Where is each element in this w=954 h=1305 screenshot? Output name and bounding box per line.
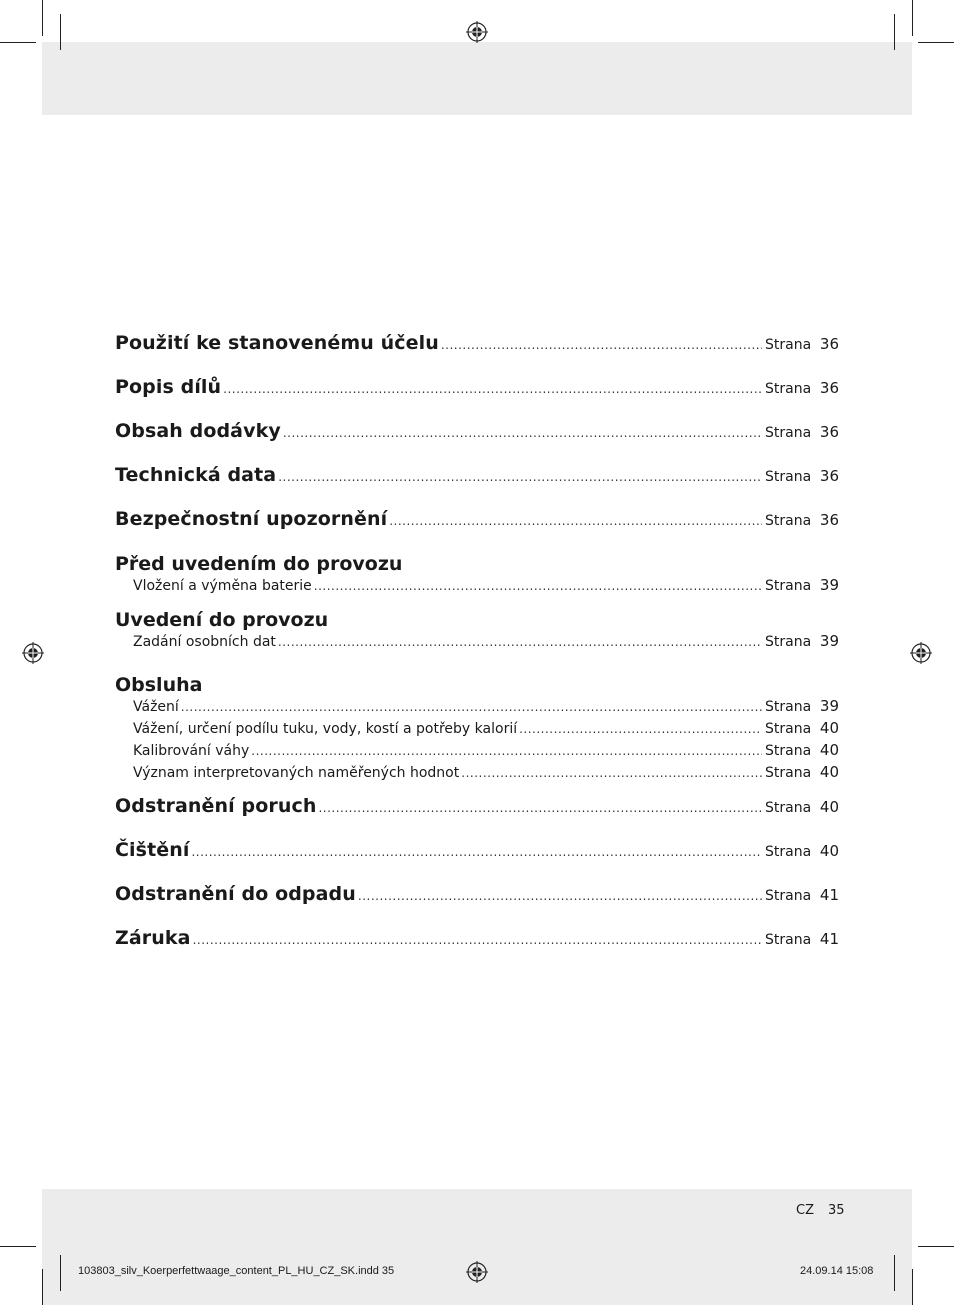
toc-page-label: Strana: [765, 743, 812, 759]
dot-leader: [191, 845, 762, 859]
toc-page-number: 40: [819, 763, 839, 781]
dot-leader: [181, 700, 762, 714]
dot-leader: [461, 766, 762, 780]
toc-page-number: 40: [819, 741, 839, 759]
toc-entry[interactable]: [115, 508, 839, 552]
toc-page-number: 36: [819, 467, 839, 485]
toc-section-heading: Uvedení do provozu: [115, 609, 329, 631]
toc-entry-title: Odstranění poruch: [115, 795, 317, 817]
toc-page-label: Strana: [765, 469, 812, 485]
toc-page-label: Strana: [765, 578, 812, 594]
toc-subentry[interactable]: [115, 697, 839, 719]
toc-entry[interactable]: [115, 332, 839, 376]
toc-page-number: 39: [819, 697, 839, 715]
crop-mark: [894, 1255, 895, 1291]
toc-page-label: Strana: [765, 932, 812, 948]
dot-leader: [223, 382, 762, 396]
crop-mark: [912, 0, 913, 36]
toc-subentry-title: Význam interpretovaných naměřených hodnot: [133, 765, 460, 781]
dot-leader: [193, 933, 762, 947]
toc-page-label: Strana: [765, 425, 812, 441]
toc-page-label: Strana: [765, 337, 812, 353]
toc-entry[interactable]: [115, 420, 839, 464]
toc-page-label: Strana: [765, 765, 812, 781]
toc-page-label: Strana: [765, 381, 812, 397]
toc-page-number: 40: [819, 842, 839, 860]
crop-mark: [918, 42, 954, 43]
crop-mark: [912, 1269, 913, 1305]
slug-timestamp: 24.09.14 15:08: [800, 1265, 874, 1277]
toc-page-number: 41: [819, 930, 839, 948]
toc-subentry[interactable]: [115, 632, 839, 654]
toc-entry[interactable]: [115, 839, 839, 883]
dot-leader: [283, 426, 762, 440]
dot-leader: [358, 889, 762, 903]
registration-mark-icon: [22, 642, 44, 664]
toc-subentry-title: Vážení: [133, 699, 179, 715]
registration-mark-icon: [466, 21, 488, 43]
crop-mark: [60, 14, 61, 50]
crop-mark: [0, 42, 36, 43]
crop-mark: [42, 1269, 43, 1305]
toc-page-label: Strana: [765, 513, 812, 529]
toc-page-number: 36: [819, 423, 839, 441]
dot-leader: [519, 722, 762, 736]
toc-page-label: Strana: [765, 888, 812, 904]
toc-subentry[interactable]: [115, 763, 839, 785]
registration-mark-icon: [910, 642, 932, 664]
crop-mark: [0, 1246, 36, 1247]
toc-subentry[interactable]: [115, 719, 839, 741]
toc-entry[interactable]: [115, 376, 839, 420]
toc-entry-title: Popis dílů: [115, 376, 222, 398]
toc-entry-title: Záruka: [115, 927, 191, 949]
crop-mark: [42, 0, 43, 36]
dot-leader: [314, 579, 762, 593]
toc-page-number: 41: [819, 886, 839, 904]
table-of-contents: [115, 332, 839, 971]
toc-entry-title: Odstranění do odpadu: [115, 883, 356, 905]
toc-subentry[interactable]: [115, 576, 839, 598]
toc-subentry-title: Vložení a výměna baterie: [133, 578, 312, 594]
registration-mark-icon: [466, 1261, 488, 1283]
toc-entry-title: Bezpečnostní upozornění: [115, 508, 388, 530]
toc-page-number: 40: [819, 719, 839, 737]
toc-subentry[interactable]: [115, 741, 839, 763]
toc-section-heading: Obsluha: [115, 674, 203, 696]
crop-mark: [894, 14, 895, 50]
dot-leader: [278, 635, 762, 649]
dot-leader: [389, 514, 762, 528]
toc-entry[interactable]: [115, 795, 839, 839]
toc-entry-title: Použití ke stanovenému účelu: [115, 332, 439, 354]
toc-page-number: 36: [819, 511, 839, 529]
toc-subentry-title: Vážení, určení podílu tuku, vody, kostí a potřeby kalorií: [133, 721, 518, 737]
toc-page-label: Strana: [765, 699, 812, 715]
dot-leader: [441, 338, 762, 352]
footer-page-number: 35: [828, 1203, 845, 1218]
toc-page-label: Strana: [765, 721, 812, 737]
toc-page-label: Strana: [765, 634, 812, 650]
toc-entry-title: Technická data: [115, 464, 277, 486]
footer-language: CZ: [796, 1203, 814, 1218]
toc-entry-title: Čištění: [115, 839, 190, 861]
toc-entry[interactable]: [115, 927, 839, 971]
crop-mark: [918, 1246, 954, 1247]
toc-entry[interactable]: [115, 464, 839, 508]
dot-leader: [251, 744, 762, 758]
toc-section-heading: Před uvedením do provozu: [115, 553, 403, 575]
toc-page-number: 39: [819, 632, 839, 650]
footer-band: [42, 1189, 912, 1305]
header-band: [42, 42, 912, 115]
dot-leader: [278, 470, 762, 484]
toc-page-number: 39: [819, 576, 839, 594]
toc-subentry-title: Kalibrování váhy: [133, 743, 250, 759]
toc-entry-title: Obsah dodávky: [115, 420, 281, 442]
crop-mark: [60, 1255, 61, 1291]
toc-subentry-title: Zadání osobních dat: [133, 634, 276, 650]
toc-entry[interactable]: [115, 883, 839, 927]
slug-filename: 103803_silv_Koerperfettwaage_content_PL_HU_CZ_SK.indd 35: [78, 1265, 395, 1277]
toc-page-number: 40: [819, 798, 839, 816]
toc-page-number: 36: [819, 379, 839, 397]
toc-page-label: Strana: [765, 844, 812, 860]
dot-leader: [318, 801, 762, 815]
toc-page-number: 36: [819, 335, 839, 353]
toc-page-label: Strana: [765, 800, 812, 816]
